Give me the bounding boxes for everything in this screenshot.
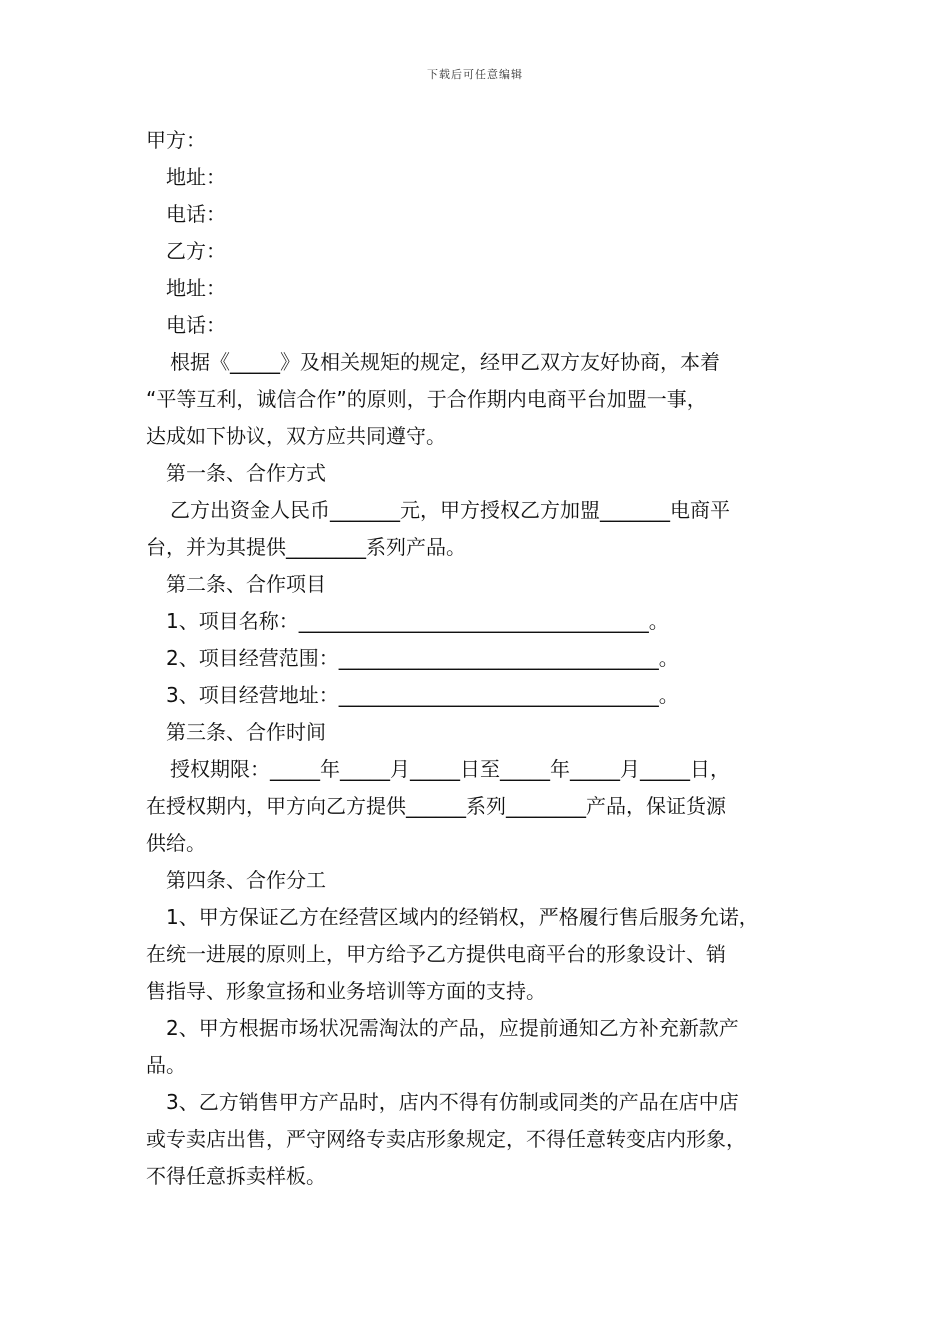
article-3-line-2: 在授权期内，甲方向乙方提供______系列________产品，保证货源: [146, 794, 726, 818]
article-4-item-2-line-2: 品。: [146, 1053, 186, 1077]
article-3-line-3: 供给。: [146, 831, 206, 855]
article-4-item-1-line-1: 1、甲方保证乙方在经营区域内的经销权，严格履行售后服务允诺，: [166, 905, 759, 929]
article-1-title: 第一条、合作方式: [166, 461, 326, 485]
preamble-line-2: “平等互利，诚信合作”的原则，于合作期内电商平台加盟一事，: [146, 387, 707, 411]
party-b-label: 乙方：: [166, 239, 226, 263]
project-scope-line: 2、项目经营范围：________________________________。: [166, 646, 679, 670]
project-address-line: 3、项目经营地址：________________________________。: [166, 683, 679, 707]
party-a-address: 地址：: [166, 165, 226, 189]
article-2-title: 第二条、合作项目: [166, 572, 326, 596]
contract-body: [146, 122, 836, 1195]
article-4-item-3-line-1: 3、乙方销售甲方产品时，店内不得有仿制或同类的产品在店中店: [166, 1090, 739, 1114]
article-4-title: 第四条、合作分工: [166, 868, 326, 892]
page-header: 下载后可任意编辑: [427, 68, 523, 81]
article-4-item-1-line-2: 在统一进展的原则上，甲方给予乙方提供电商平台的形象设计、销: [146, 942, 726, 966]
preamble-line-3: 达成如下协议，双方应共同遵守。: [146, 424, 446, 448]
party-b-phone: 电话：: [166, 313, 226, 337]
article-3-title: 第三条、合作时间: [166, 720, 326, 744]
article-1-line-1: 乙方出资金人民币_______元，甲方授权乙方加盟_______电商平: [170, 498, 730, 522]
party-b-address: 地址：: [166, 276, 226, 300]
party-a-phone: 电话：: [166, 202, 226, 226]
article-4-item-2-line-1: 2、甲方根据市场状况需淘汰的产品，应提前通知乙方补充新款产: [166, 1016, 739, 1040]
project-name-line: 1、项目名称：___________________________________。: [166, 609, 669, 633]
article-4-item-3-line-2: 或专卖店出售，严守网络专卖店形象规定，不得任意转变店内形象，: [146, 1127, 746, 1151]
article-1-line-2: 台，并为其提供________系列产品。: [146, 535, 466, 559]
article-4-item-3-line-3: 不得任意拆卖样板。: [146, 1164, 326, 1188]
article-4-item-1-line-3: 售指导、形象宣扬和业务培训等方面的支持。: [146, 979, 546, 1003]
preamble-line-1: 根据《_____》及相关规矩的规定，经甲乙双方友好协商，本着: [170, 350, 720, 374]
party-a-label: 甲方：: [146, 128, 206, 152]
article-3-line-1: 授权期限：_____年_____月_____日至_____年_____月_____日，: [170, 757, 730, 781]
